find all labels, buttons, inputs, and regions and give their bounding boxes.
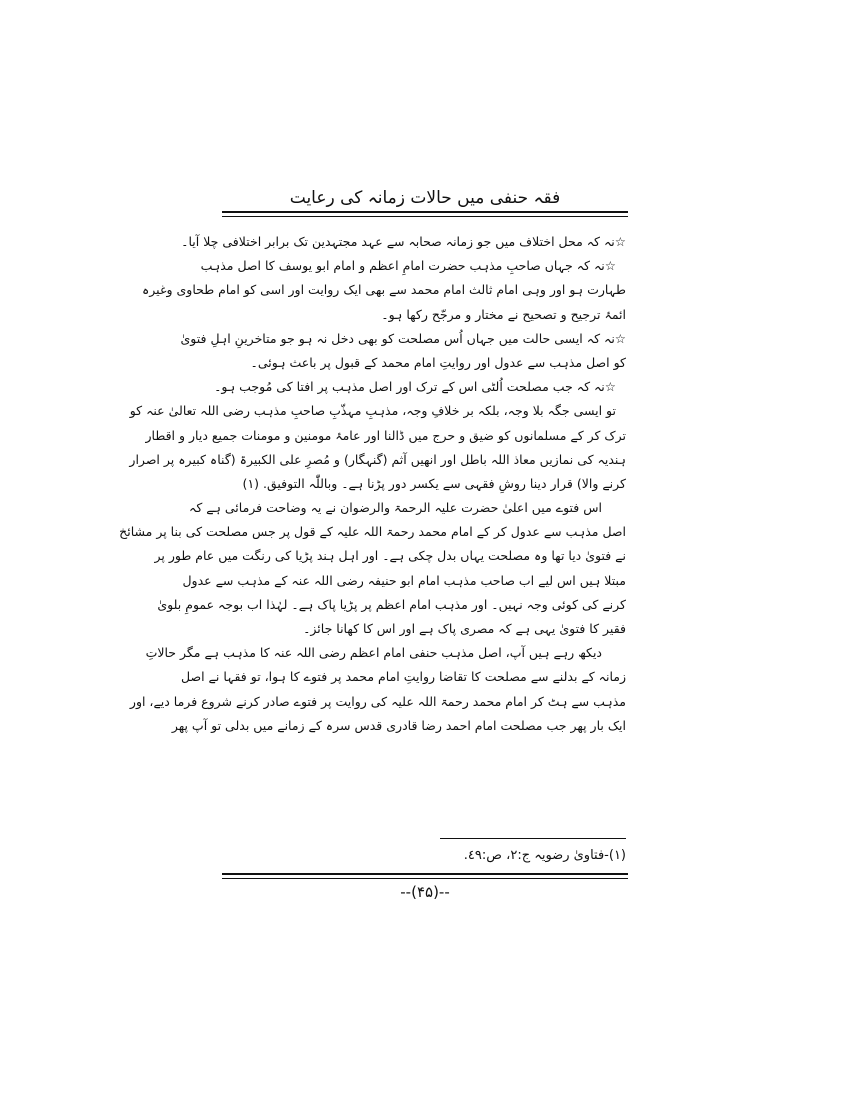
header-rule-bottom — [222, 216, 628, 217]
header-rule-top — [222, 211, 628, 213]
running-header: فقہ حنفی میں حالات زمانہ کی رعایت — [289, 188, 561, 208]
footer-rule-top — [222, 873, 628, 875]
body-line: فقیر کا فتویٰ یہی ہے کہ مصری پاک ہے اور اس کا کھانا جائز۔ — [303, 621, 626, 636]
body-line: ☆نہ کہ محل اختلاف میں جو زمانہ صحابہ سے عہد مجتہدین تک برابر اختلافی چلا آیا۔ — [181, 234, 626, 249]
body-line: مذہب سے ہٹ کر امام محمد رحمۃ اللہ علیہ کی روایت پر فتوے صادر کرنے شروع فرما دیے، اور — [129, 693, 626, 709]
body-line: نے فتویٰ دیا تھا وہ مصلحت یہاں بدل چکی ہے۔ اور اہل ہند پڑیا کی رنگت میں عام طور پر — [154, 548, 626, 564]
body-line: ائمۂ ترجیح و تصحیح نے مختار و مرجّح رکھا ہو۔ — [381, 306, 626, 322]
body-line: ایک بار پھر جب مصلحت امام احمد رضا قادری قدس سرہ کے زمانے میں بدلی تو آپ پھر — [171, 717, 626, 733]
body-text — [119, 230, 626, 738]
footnote: (۱)-فتاویٰ رضویہ ج:۲، ص:٤٩. — [463, 848, 626, 863]
body-line: اصل مذہب سے عدول کر کے امام محمد رحمۃ اللہ علیہ کے قول پر جس مصلحت کی بنا پر مشائخ — [119, 524, 626, 540]
body-line: طہارت ہو اور وہی امام ثالث امام محمد سے بھی ایک روایت اور اسی کو امام طحاوی وغیرہ — [141, 282, 626, 298]
body-line: مبتلا ہیں اس لیے اب صاحب مذہب امام ابو حنیفہ رضی اللہ عنہ کے مذہب سے عدول — [182, 572, 626, 588]
body-line: ☆نہ کہ جہاں صاحبِ مذہب حضرت امامِ اعظم و امام ابو یوسف کا اصل مذہب — [200, 258, 616, 274]
body-line: ☆نہ کہ ایسی حالت میں جہاں اُس مصلحت کو بھی دخل نہ ہو جو متاخرینِ اہلِ فتویٰ — [180, 330, 626, 346]
body-line: کرنے والا) قرار دینا روشِ فقہی سے یکسر دور پڑنا ہے۔ وباللّٰہ التوفیق. (۱) — [242, 475, 626, 491]
body-line: ☆نہ کہ جب مصلحت اُلٹی اس کے ترک اور اصل مذہب پر افتا کی مُوجب ہو۔ — [214, 379, 616, 395]
body-line: اس فتوے میں اعلیٰ حضرت علیہ الرحمۃ والرضوان نے یہ وضاحت فرمائی ہے کہ — [189, 500, 602, 516]
page-number: --(۴۵)-- — [400, 883, 450, 901]
footnote-separator — [440, 838, 626, 839]
footer-rule-bottom — [222, 878, 628, 879]
body-line: زمانہ کے بدلنے سے مصلحت کا تقاضا روایتِ امام محمد پر فتوے کا ہوا، تو فقہا نے اصل — [181, 669, 626, 685]
body-line: ہندیہ کی نمازیں معاذ اللہ باطل اور انھیں آثم (گنہگار) و مُصرِ علی الکبیرۃ (گناہ کبیرہ پر اصرار — [129, 451, 626, 467]
body-line: کرنے کی کوئی وجہ نہیں۔ اور مذہب امام اعظم پر پڑیا پاک ہے۔ لہٰذا اب بوجہ عمومِ بلویٰ — [157, 596, 626, 612]
body-line: ترک کر کے مسلمانوں کو ضیق و حرج میں ڈالنا اور عامۂ مومنین و مومنات جمیع دیار و اقطار — [145, 427, 626, 443]
body-line: دیکھ رہے ہیں آپ، اصل مذہب حنفی امام اعظم رضی اللہ عنہ کا مذہب ہے مگر حالاتِ — [145, 645, 602, 661]
body-line: تو ایسی جگہ بلا وجہ، بلکہ بر خلافِ وجہ، مذہبِ مہذّبِ صاحبِ مذہب رضی اللہ تعالیٰ عنہ کو — [129, 403, 616, 419]
body-line: کو اصل مذہب سے عدول اور روایتِ امام محمد کے قبول پر باعث ہوئی۔ — [250, 354, 626, 370]
